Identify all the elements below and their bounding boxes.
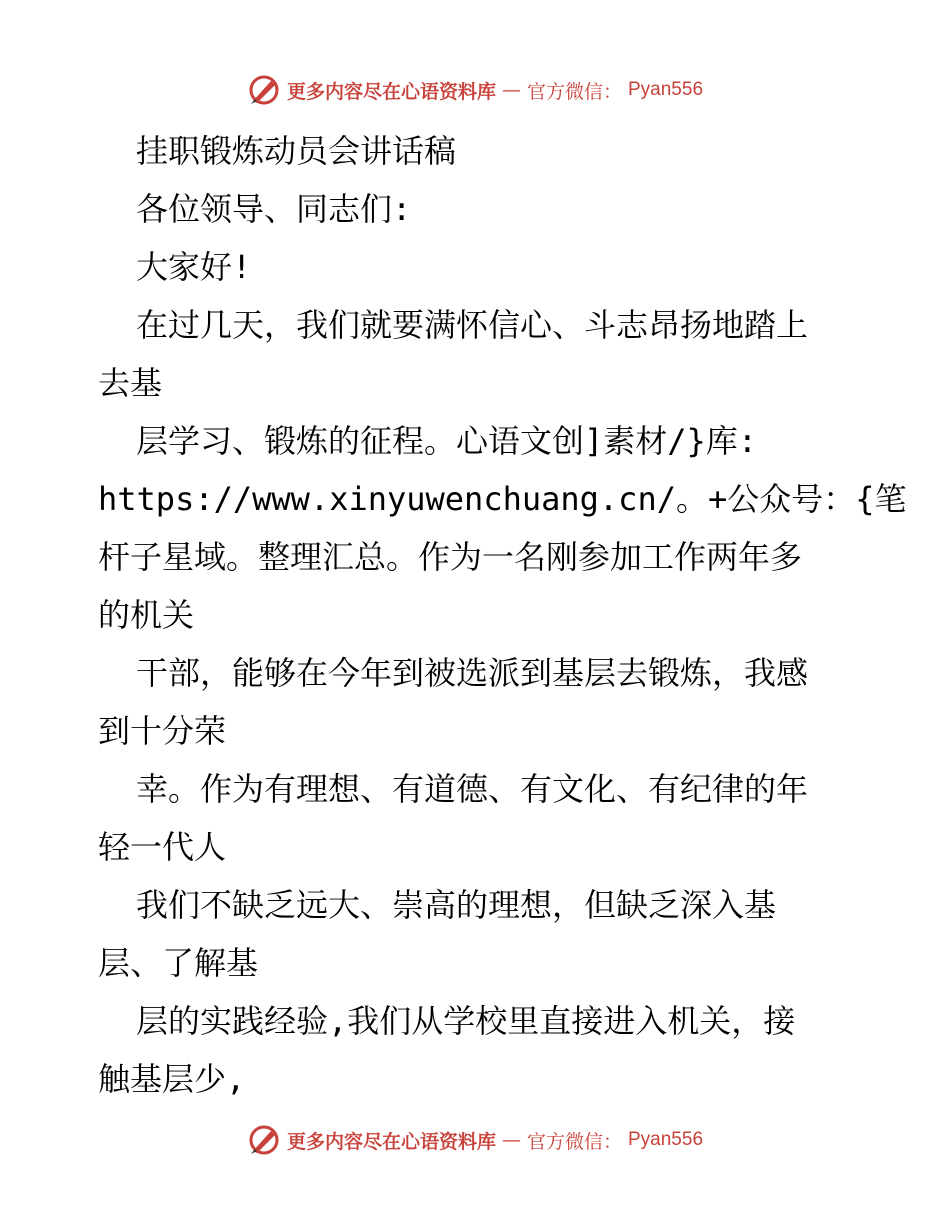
banner-wechat-label: 官方微信：: [526, 80, 622, 103]
text-line: 轻一代人: [98, 828, 227, 866]
text-line: 我们不缺乏远大、崇高的理想，但缺乏深入基: [136, 886, 777, 924]
banner-wechat-label: 官方微信：: [526, 1130, 622, 1153]
text-line: 到十分荣: [98, 712, 227, 750]
text-line: 触基层少,: [98, 1060, 246, 1098]
text-line: 幸。作为有理想、有道德、有文化、有纪律的年: [136, 770, 809, 808]
text-line: 杆子星域。整理汇总。作为一名刚参加工作两年多: [98, 538, 803, 576]
banner-dash: —: [501, 1129, 521, 1151]
pen-logo-icon: [247, 73, 281, 107]
text-line: 层学习、锻炼的征程。心语文创]素材/}库:: [136, 422, 758, 460]
text-line: 挂职锻炼动员会讲话稿: [136, 132, 457, 170]
text-line: 干部，能够在今年到被选派到基层去锻炼，我感: [136, 654, 809, 692]
text-line: 层、了解基: [98, 944, 259, 982]
banner-wechat-id: Pyan556: [628, 79, 704, 100]
text-line: 各位领导、同志们:: [136, 190, 412, 228]
header-banner: [0, 70, 950, 110]
banner-text: 更多内容尽在心语资料库: [286, 80, 496, 103]
text-line: 的机关: [98, 596, 195, 634]
text-line: 去基: [98, 364, 163, 402]
text-line: 层的实践经验,我们从学校里直接进入机关，接: [136, 1002, 796, 1040]
banner-wechat-id: Pyan556: [628, 1129, 704, 1150]
banner-text: 更多内容尽在心语资料库: [286, 1130, 496, 1153]
text-line: https://www.xinyuwenchuang.cn/。+公众号：{笔: [98, 480, 907, 518]
banner-dash: —: [501, 79, 521, 101]
footer-banner: [0, 1120, 950, 1160]
text-line: 在过几天，我们就要满怀信心、斗志昂扬地踏上: [136, 306, 809, 344]
pen-logo-icon: [247, 1123, 281, 1157]
document-body: [98, 122, 907, 1108]
text-line: 大家好!: [136, 248, 252, 286]
